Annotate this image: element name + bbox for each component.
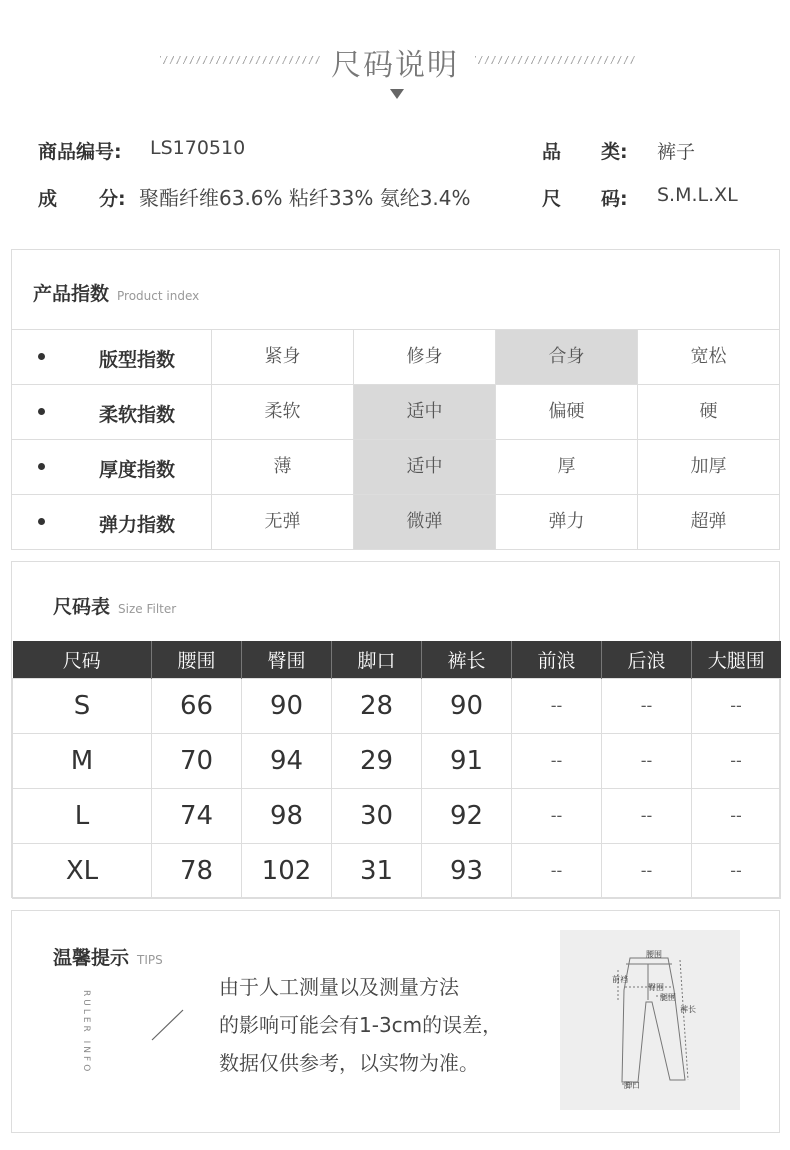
tips-line: 由于人工测量以及测量方法 (219, 975, 459, 999)
column-header: 尺码 (13, 641, 152, 678)
value-cell: -- (692, 678, 781, 733)
tips-subtitle: TIPS (137, 953, 163, 967)
size-cell: L (13, 788, 152, 843)
pants-diagram (560, 930, 740, 1110)
item-no-value: LS170510 (150, 137, 246, 159)
item-no-label: 商品编号: (38, 141, 122, 163)
index-option: 修身 (354, 330, 496, 384)
index-label: 厚度指数 (99, 459, 176, 481)
diagram-label-hip: 臀围 (648, 983, 664, 992)
size-cell: M (13, 733, 152, 788)
index-label: 版型指数 (99, 349, 176, 371)
column-header: 后浪 (602, 641, 692, 678)
size-table-subtitle: Size Filter (118, 602, 177, 616)
tips-title: 温馨提示 TIPS (53, 947, 163, 969)
column-header: 裤长 (422, 641, 512, 678)
value-cell: 91 (422, 733, 512, 788)
index-option-selected: 适中 (354, 385, 496, 439)
size-label-1: 尺 (542, 188, 562, 210)
ruler-info-text: RULER INFO (81, 990, 91, 1075)
value-cell: -- (512, 788, 602, 843)
value-cell: 29 (332, 733, 422, 788)
value-cell: 30 (332, 788, 422, 843)
diagram-label-hem: 脚口 (624, 1081, 640, 1090)
bullet-icon (38, 463, 45, 470)
value-cell: -- (602, 733, 692, 788)
table-row (13, 788, 781, 843)
index-option: 宽松 (690, 346, 727, 367)
index-label: 柔软指数 (99, 404, 176, 426)
index-row-softness (12, 384, 779, 439)
category-label-2: 类: (601, 141, 628, 163)
category-label-1: 品 (542, 141, 562, 163)
size-cell: S (13, 678, 152, 733)
index-row-fit (12, 329, 779, 384)
value-cell: 28 (332, 678, 422, 733)
size-table-header (13, 641, 781, 678)
page-title: 尺码说明 (331, 48, 459, 83)
product-index-title: 产品指数 Product index (33, 283, 200, 305)
index-row-elasticity (12, 494, 779, 549)
index-option-selected: 合身 (496, 330, 638, 384)
index-option-selected: 微弹 (354, 495, 496, 549)
bullet-icon (38, 518, 45, 525)
value-cell: 102 (242, 843, 332, 898)
tips-line: 数据仅供参考，以实物为准。 (219, 1051, 479, 1075)
value-cell: -- (602, 678, 692, 733)
index-option: 紧身 (212, 330, 354, 384)
value-cell: 98 (242, 788, 332, 843)
index-option: 无弹 (212, 495, 354, 549)
index-option: 超弹 (690, 511, 727, 532)
value-cell: 92 (422, 788, 512, 843)
column-header: 脚口 (332, 641, 422, 678)
column-header: 大腿围 (692, 641, 781, 678)
index-label: 弹力指数 (99, 514, 176, 536)
value-cell: 70 (152, 733, 242, 788)
value-cell: -- (512, 678, 602, 733)
slash-divider-icon (150, 1008, 186, 1042)
header-hatch-right (475, 56, 635, 64)
diagram-label-length: 裤长 (680, 1005, 696, 1014)
value-cell: -- (512, 733, 602, 788)
table-row (13, 843, 781, 898)
size-label-2: 码: (601, 188, 628, 210)
bullet-icon (38, 408, 45, 415)
value-cell: -- (602, 788, 692, 843)
table-row (13, 678, 781, 733)
bullet-icon (38, 353, 45, 360)
index-option: 厚 (496, 440, 638, 494)
diagram-label-waist: 腰围 (646, 950, 662, 959)
value-cell: 31 (332, 843, 422, 898)
size-table (12, 641, 781, 899)
column-header: 前浪 (512, 641, 602, 678)
diagram-label-front-rise: 前裆 (612, 975, 628, 984)
composition-label-2: 分: (99, 188, 126, 210)
index-option-selected: 适中 (354, 440, 496, 494)
index-option: 薄 (212, 440, 354, 494)
value-cell: -- (512, 843, 602, 898)
value-cell: -- (692, 788, 781, 843)
index-option: 柔软 (212, 385, 354, 439)
diagram-label-thigh: 腿围 (660, 993, 676, 1002)
value-cell: -- (692, 733, 781, 788)
table-row (13, 733, 781, 788)
size-value: S.M.L.XL (657, 184, 738, 206)
size-table-title: 尺码表 Size Filter (53, 596, 177, 618)
size-cell: XL (13, 843, 152, 898)
value-cell: -- (602, 843, 692, 898)
value-cell: -- (692, 843, 781, 898)
index-row-thickness (12, 439, 779, 494)
tips-line: 的影响可能会有1-3cm的误差， (219, 1013, 503, 1037)
value-cell: 94 (242, 733, 332, 788)
index-option: 弹力 (496, 495, 638, 549)
column-header: 臀围 (242, 641, 332, 678)
value-cell: 78 (152, 843, 242, 898)
category-value: 裤子 (657, 141, 696, 163)
down-arrow-icon (390, 89, 404, 99)
value-cell: 90 (242, 678, 332, 733)
composition-label-1: 成 (38, 188, 58, 210)
value-cell: 93 (422, 843, 512, 898)
index-option: 硬 (699, 401, 718, 422)
index-option: 加厚 (690, 456, 727, 477)
value-cell: 66 (152, 678, 242, 733)
tips-text (219, 968, 502, 1082)
value-cell: 74 (152, 788, 242, 843)
column-header: 腰围 (152, 641, 242, 678)
value-cell: 90 (422, 678, 512, 733)
composition-value: 聚酯纤维63.6% 粘纤33% 氨纶3.4% (139, 186, 471, 210)
index-option: 偏硬 (496, 385, 638, 439)
product-index-subtitle: Product index (117, 289, 200, 303)
